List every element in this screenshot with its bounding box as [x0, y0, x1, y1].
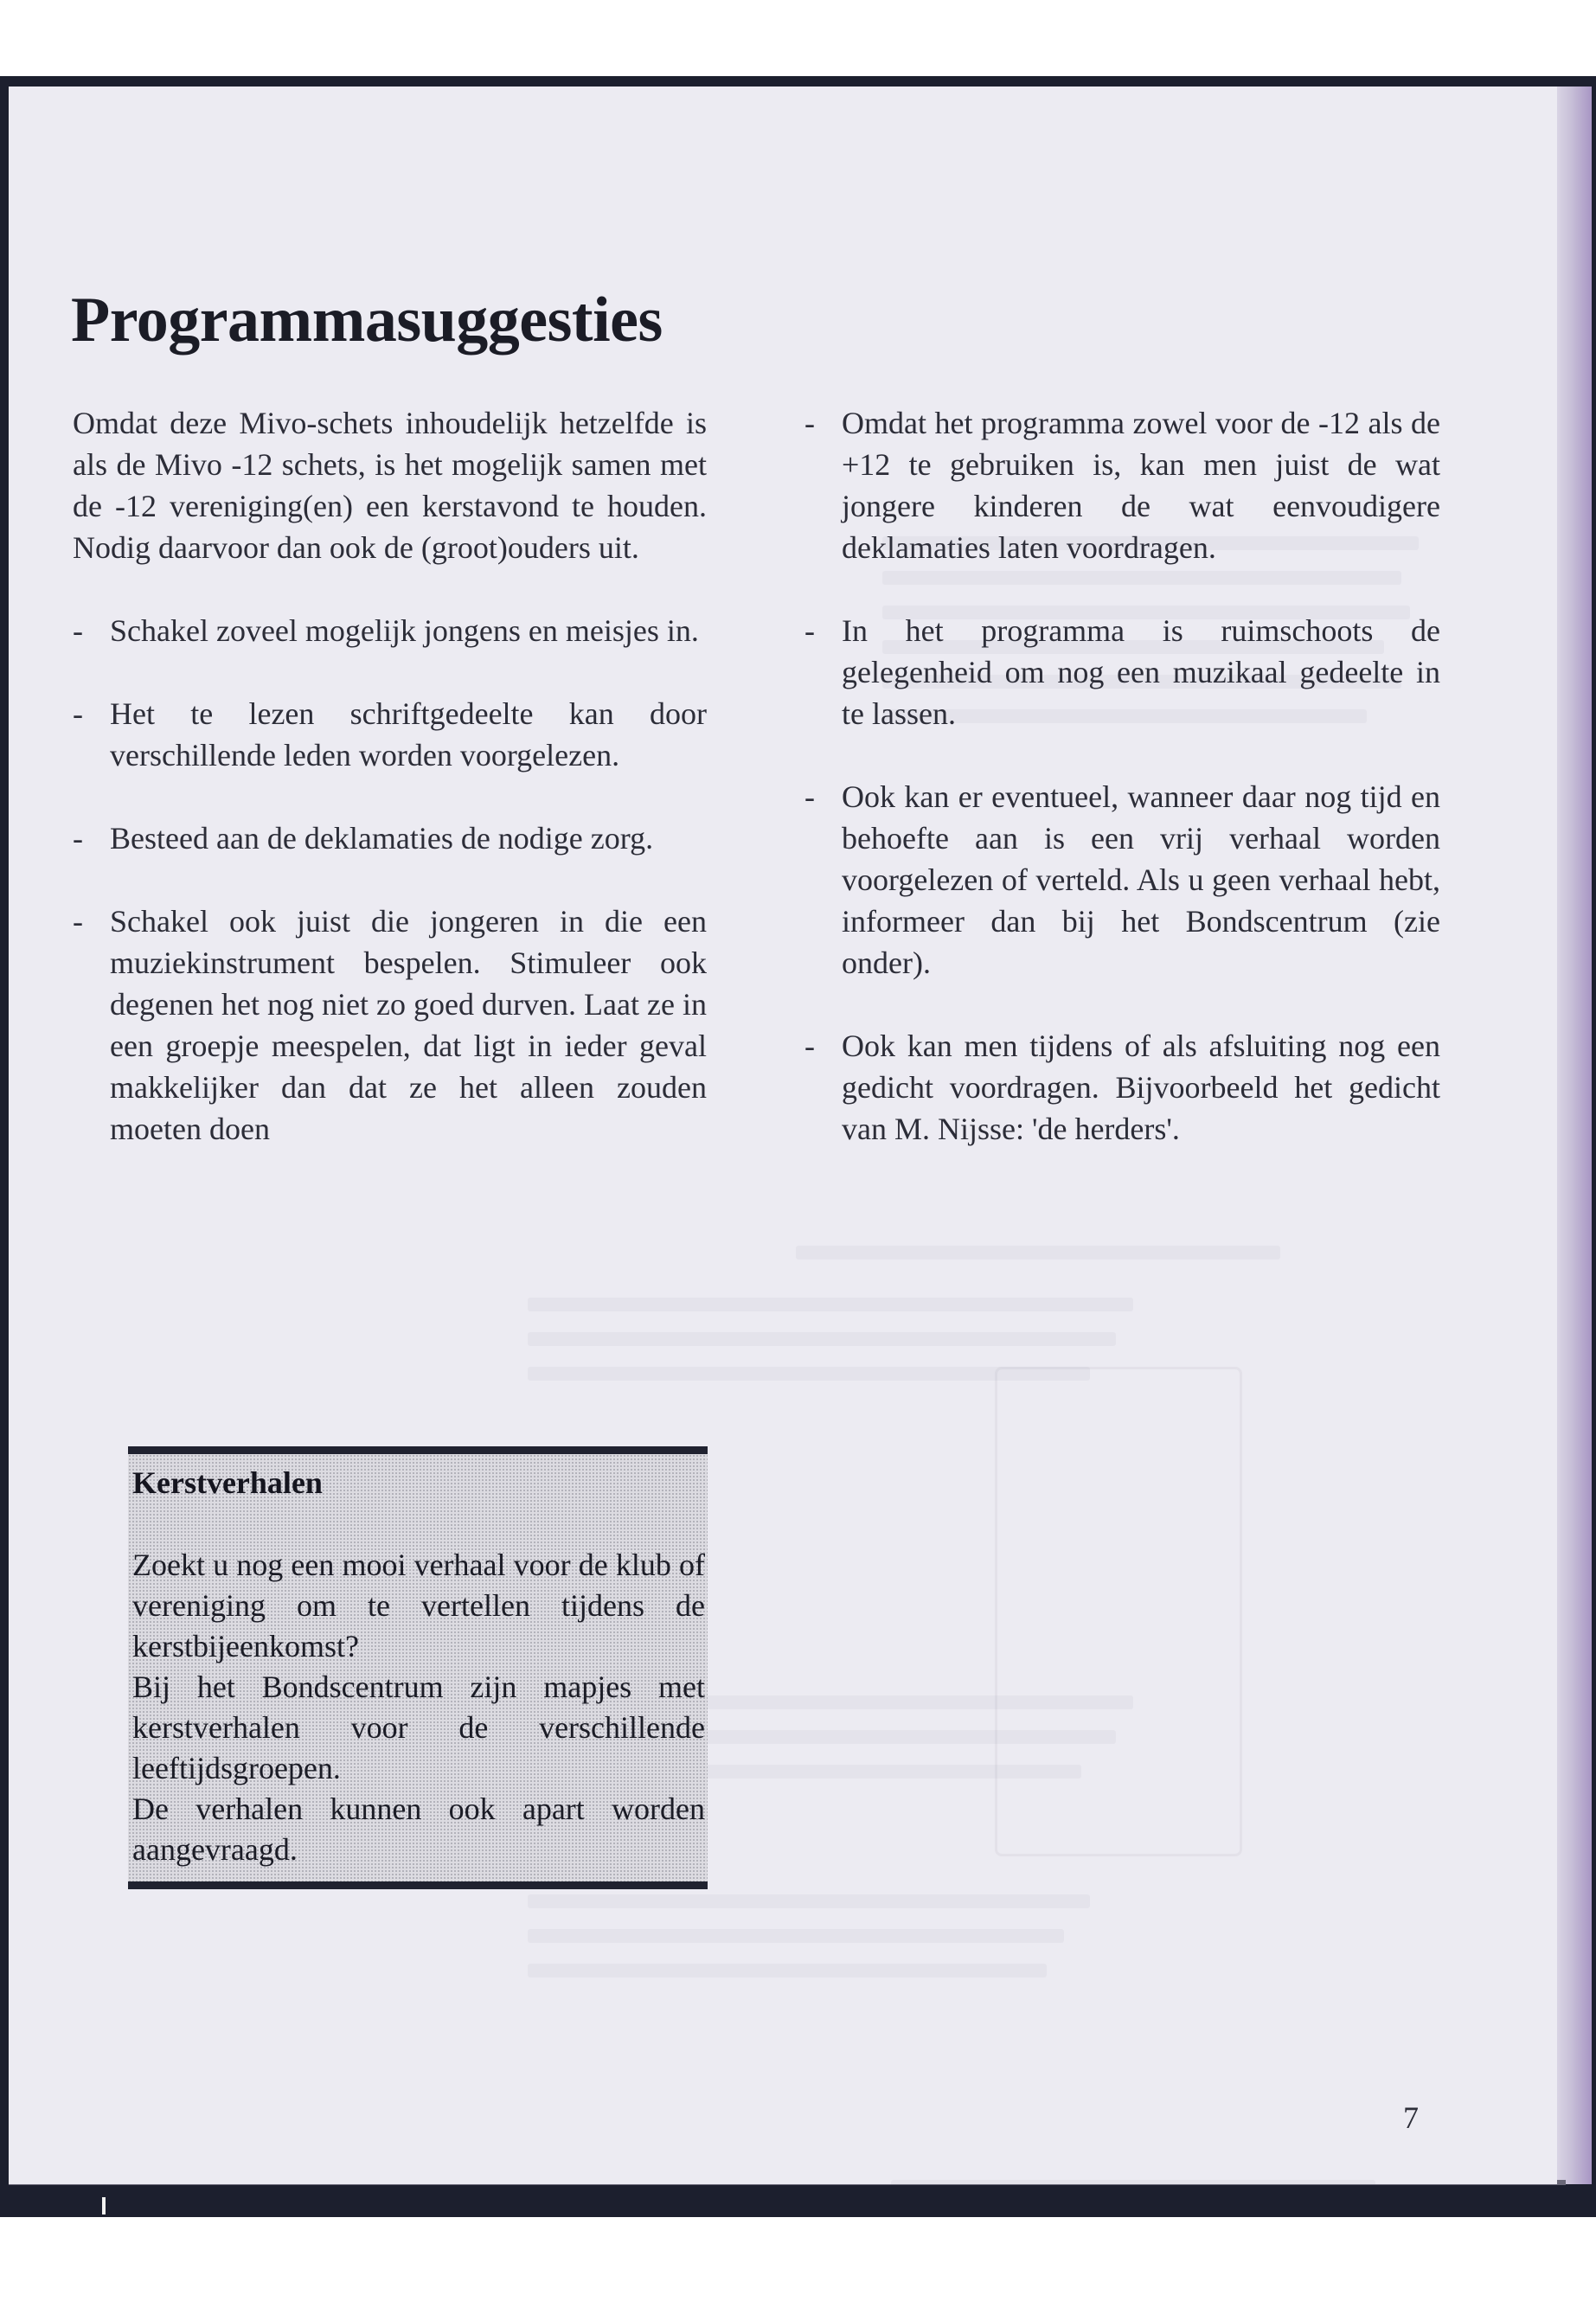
- list-dash: -: [804, 779, 815, 814]
- right-column: [804, 402, 1440, 1191]
- box-paragraph: Zoekt u nog een mooi verhaal voor de klub of vereniging om te vertellen tijdens de kerstbijeenkomst?: [132, 1548, 705, 1663]
- list-item: [804, 776, 1440, 984]
- page-number: 7: [1403, 2100, 1419, 2135]
- list-item-text: Omdat het programma zowel voor de -12 als de +12 te gebruiken is, kan men juist de wat jongere kinderen de wat eenvoudigere deklamaties laten voordragen.: [842, 406, 1440, 565]
- list-dash: -: [73, 696, 83, 731]
- list-item-text: Besteed aan de deklamaties de nodige zorg.: [110, 821, 654, 856]
- list-dash: -: [73, 613, 83, 648]
- list-item-text: Het te lezen schriftgedeelte kan door verschillende leden worden voorgelezen.: [110, 696, 707, 772]
- list-item-text: Ook kan men tijdens of als afsluiting nog een gedicht voordragen. Bijvoorbeeld het gedicht van M. Nijsse: 'de herders'.: [842, 1029, 1440, 1146]
- list-dash: -: [804, 406, 815, 440]
- box-paragraph: De verhalen kunnen ook apart worden aangevraagd.: [132, 1791, 705, 1867]
- tick-mark: [102, 2197, 106, 2214]
- list-dash: -: [73, 821, 83, 856]
- list-item: [73, 817, 707, 859]
- list-item-text: Ook kan er eventueel, wanneer daar nog tijd en behoefte aan is een vrij verhaal worden voorgelezen of verteld. Als u geen verhaal hebt, informeer dan bij het Bondscentrum (zie onder).: [842, 779, 1440, 980]
- list-item: [804, 402, 1440, 568]
- list-item: [73, 610, 707, 651]
- box-body: [132, 1545, 705, 1870]
- list-item-text: Schakel zoveel mogelijk jongens en meisjes in.: [110, 613, 699, 648]
- box-title: Kerstverhalen: [132, 1465, 323, 1500]
- list-dash: -: [804, 613, 815, 648]
- box-paragraph: Bij het Bondscentrum zijn mapjes met kerstverhalen voor de verschillende leeftijdsgroepen.: [132, 1670, 705, 1785]
- list-item: [804, 610, 1440, 734]
- kerstverhalen-box: [128, 1446, 708, 1889]
- list-item: [73, 693, 707, 776]
- list-item-text: Schakel ook juist die jongeren in die een muziekinstrument bespelen. Stimuleer ook degenen het nog niet zo goed durven. Laat ze in een groepje meespelen, dat ligt in ieder geval makkelijker dan dat ze het alleen zouden moeten doen: [110, 904, 707, 1146]
- list-dash: -: [804, 1029, 815, 1063]
- left-column: [73, 402, 707, 1191]
- list-dash: -: [73, 904, 83, 939]
- intro-paragraph: Omdat deze Mivo-schets inhoudelijk hetzelfde is als de Mivo -12 schets, is het mogelijk samen met de -12 vereniging(en) een kerstavond te houden. Nodig daarvoor dan ook de (groot)ouders uit.: [73, 406, 707, 565]
- page-edge: [1557, 87, 1592, 2184]
- document-page: [9, 87, 1557, 2184]
- list-item: [73, 901, 707, 1150]
- list-item-text: In het programma is ruimschoots de gelegenheid om nog een muzikaal gedeelte in te lassen.: [842, 613, 1440, 731]
- page-heading: Programmasuggesties: [71, 285, 663, 356]
- list-item: [804, 1025, 1440, 1150]
